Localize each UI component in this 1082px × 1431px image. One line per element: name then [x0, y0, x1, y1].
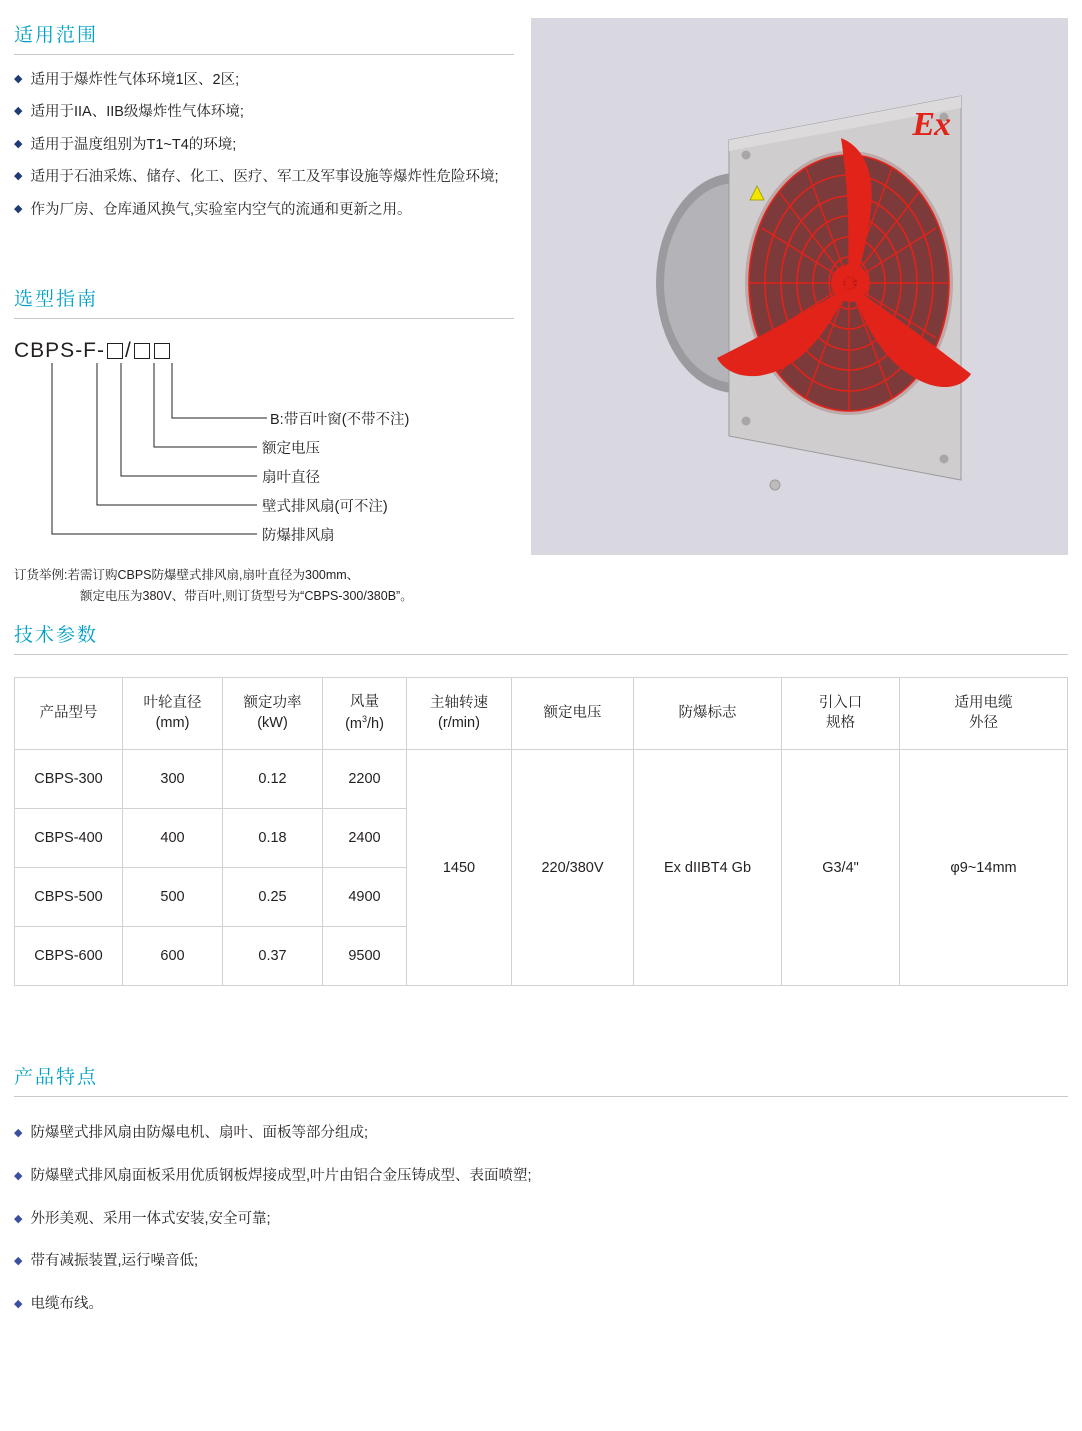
legend-item-louver: B:带百叶窗(不带不注) [270, 412, 410, 428]
tech-params-title: 技术参数 [14, 620, 1068, 655]
list-item [14, 1166, 1068, 1188]
cell-model: CBPS-500 [15, 868, 123, 927]
col-impeller-diameter-unit: (mm) [155, 714, 190, 731]
cell-voltage-merged: 220/380V [512, 750, 634, 986]
table-row [15, 750, 1068, 809]
diamond-icon: ◆ [14, 1298, 23, 1310]
list-item-label: 电缆布线。 [30, 1296, 103, 1312]
model-code-legend [14, 363, 514, 553]
diamond-icon: ◆ [14, 1169, 23, 1182]
col-spindle-speed-unit: (r/min) [438, 714, 480, 731]
col-impeller-diameter-label: 叶轮直径 [143, 694, 202, 711]
order-example-note [14, 565, 514, 608]
model-code-box-3 [154, 343, 170, 359]
cell-power: 0.18 [223, 809, 323, 868]
diamond-icon: ◆ [14, 1255, 23, 1268]
diamond-icon: ◆ [14, 105, 23, 118]
diamond-icon: ◆ [14, 73, 23, 85]
order-note-line-2: 额定电压为380V、带百叶,则订货型号为“CBPS-300/380B”。 [80, 589, 413, 604]
table-body [15, 750, 1068, 986]
cell-inlet-merged: G3/4" [782, 750, 900, 986]
list-item-label: 防爆壁式排风扇由防爆电机、扇叶、面板等部分组成; [30, 1125, 368, 1141]
scope-title: 适用范围 [14, 20, 514, 55]
model-code-slash: / [125, 339, 132, 362]
cell-model: CBPS-400 [15, 809, 123, 868]
list-item [14, 69, 514, 91]
cell-ex-marking-merged: Ex dIIBT4 Gb [634, 750, 782, 986]
list-item [14, 1209, 1068, 1231]
cell-diameter: 600 [123, 927, 223, 986]
cell-model: CBPS-600 [15, 927, 123, 986]
features-list [14, 1123, 1068, 1316]
diamond-icon: ◆ [14, 1127, 23, 1139]
order-note-line-1: 订货举例:若需订购CBPS防爆壁式排风扇,扇叶直径为300mm、 [14, 568, 360, 582]
cell-airflow: 9500 [323, 927, 407, 986]
col-inlet-spec-label-1: 引入口 [818, 694, 863, 711]
model-code [14, 339, 514, 363]
selection-guide-title: 选型指南 [14, 284, 514, 319]
model-code-box-2 [134, 343, 150, 359]
list-item-label: 作为厂房、仓库通风换气,实验室内空气的流通和更新之用。 [30, 201, 412, 218]
list-item [14, 1251, 1068, 1273]
cell-power: 0.25 [223, 868, 323, 927]
diamond-icon: ◆ [14, 137, 23, 150]
col-model: 产品型号 [15, 678, 123, 750]
ex-marking-label: Ex [912, 106, 950, 143]
airflow-unit-post: /h) [367, 715, 384, 732]
model-code-dash: -F- [75, 339, 106, 362]
table-header-row [15, 678, 1068, 750]
list-item-label: 外形美观、采用一体式安装,安全可靠; [30, 1210, 271, 1227]
diamond-icon: ◆ [14, 1212, 23, 1225]
col-spindle-speed-label: 主轴转速 [430, 694, 488, 711]
features-section [14, 1062, 1068, 1337]
features-title: 产品特点 [14, 1062, 1068, 1097]
list-item [14, 199, 514, 221]
cell-airflow: 4900 [323, 868, 407, 927]
col-rated-power-label: 额定功率 [243, 694, 302, 711]
list-item [14, 1123, 1068, 1145]
airflow-unit-pre: (m [345, 715, 362, 732]
model-code-box-1 [107, 343, 123, 359]
list-item-label: 适用于石油采炼、储存、化工、医疗、军工及军事设施等爆炸性危险环境; [30, 169, 499, 186]
tech-params-section [14, 620, 1068, 986]
legend-item-voltage: 额定电压 [262, 441, 320, 457]
list-item-label: 适用于爆炸性气体环境1区、2区; [30, 72, 240, 88]
list-item-label: 带有减振装置,运行噪音低; [30, 1253, 199, 1270]
diamond-icon: ◆ [14, 202, 23, 215]
col-airflow-label: 风量 [350, 694, 379, 711]
col-airflow-unit [327, 713, 402, 734]
col-cable-diameter-label-2: 外径 [969, 714, 998, 731]
fan-illustration [531, 18, 1068, 555]
col-spindle-speed [407, 678, 512, 750]
cell-airflow: 2400 [323, 809, 407, 868]
cell-diameter: 300 [123, 750, 223, 809]
list-item [14, 134, 514, 156]
cell-speed-merged: 1450 [407, 750, 512, 986]
col-cable-diameter [900, 678, 1068, 750]
cell-diameter: 400 [123, 809, 223, 868]
scope-section [14, 20, 514, 231]
cell-model: CBPS-300 [15, 750, 123, 809]
table-header [15, 678, 1068, 750]
col-cable-diameter-label-1: 适用电缆 [954, 694, 1013, 711]
list-item-label: 防爆壁式排风扇面板采用优质钢板焊接成型,叶片由铝合金压铸成型、表面喷塑; [30, 1167, 532, 1184]
cell-airflow: 2200 [323, 750, 407, 809]
col-inlet-spec [782, 678, 900, 750]
list-item [14, 1294, 1068, 1316]
col-impeller-diameter [123, 678, 223, 750]
model-code-prefix: CBPS [14, 339, 76, 362]
cell-power: 0.37 [223, 927, 323, 986]
list-item-label: 适用于温度组别为T1~T4的环境; [30, 136, 237, 153]
legend-item-blade-diameter: 扇叶直径 [262, 470, 320, 486]
selection-guide-section [14, 284, 514, 608]
cell-power: 0.12 [223, 750, 323, 809]
col-inlet-spec-label-2: 规格 [826, 714, 855, 731]
col-rated-voltage: 额定电压 [512, 678, 634, 750]
cell-cable-merged: φ9~14mm [900, 750, 1068, 986]
scope-list [14, 69, 514, 221]
legend-item-wall-mounted: 壁式排风扇(可不注) [262, 499, 388, 515]
diamond-icon: ◆ [14, 170, 23, 183]
list-item [14, 101, 514, 123]
col-rated-power [223, 678, 323, 750]
list-item [14, 166, 514, 188]
col-rated-power-unit: (kW) [257, 714, 288, 731]
list-item-label: 适用于IIA、IIB级爆炸性气体环境; [30, 104, 244, 121]
col-ex-marking: 防爆标志 [634, 678, 782, 750]
col-airflow [323, 678, 407, 750]
product-image [531, 18, 1068, 555]
tech-params-table [14, 677, 1068, 986]
airflow-unit-sup: 3 [361, 713, 367, 724]
legend-item-explosion-proof-fan: 防爆排风扇 [262, 528, 335, 544]
cell-diameter: 500 [123, 868, 223, 927]
